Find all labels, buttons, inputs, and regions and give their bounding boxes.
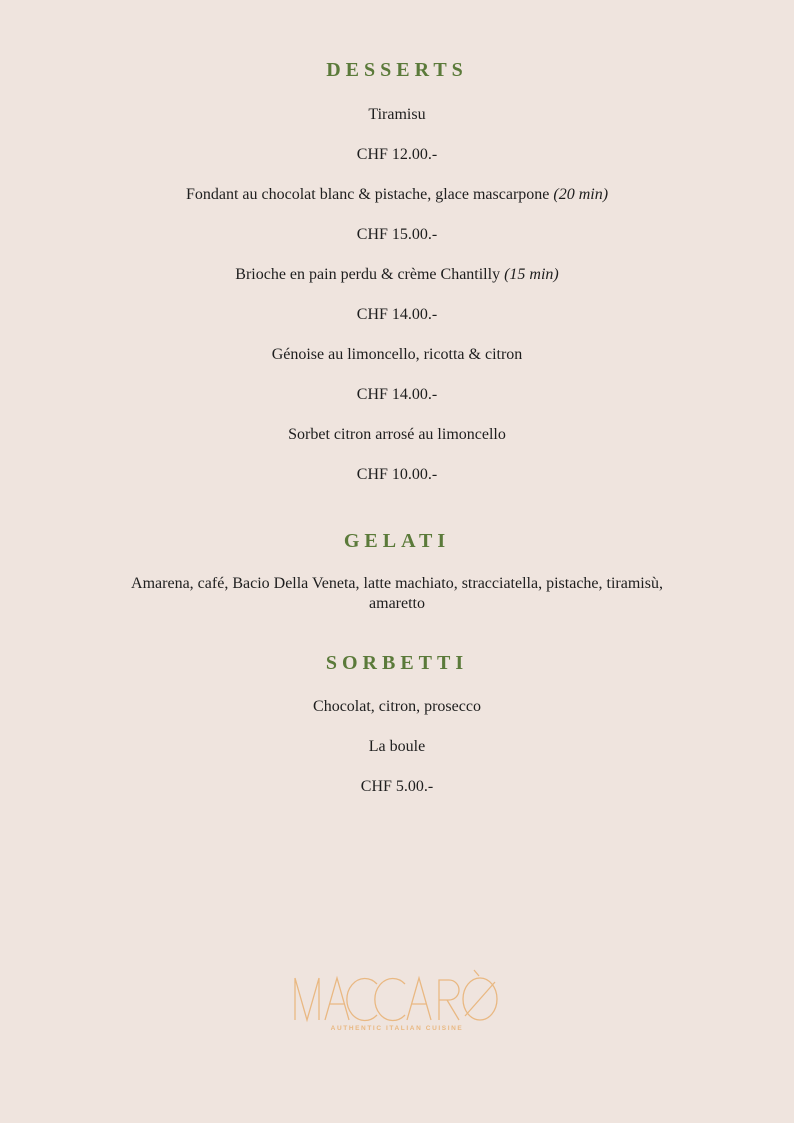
restaurant-logo [287,968,507,1038]
desserts-heading: DESSERTS [326,59,468,81]
dessert-item-price: CHF 14.00.- [356,386,438,403]
sorbetti-flavors: Chocolat, citron, prosecco [313,698,481,715]
dessert-item-name: Fondant au chocolat blanc & pistache, glace mascarpone [185,186,554,203]
logo-wordmark-icon [287,968,507,1024]
dessert-item [0,265,794,285]
dessert-item-name: Tiramisu [368,106,426,123]
dessert-item-name: Brioche en pain perdu & crème Chantilly [235,266,505,283]
dessert-item-price: CHF 14.00.- [356,306,438,323]
dessert-item [0,185,794,205]
sorbetti-price: CHF 5.00.- [360,778,434,795]
gelati-flavors: Amarena, café, Bacio Della Veneta, latte machiato, stracciatella, pistache, tiramisù, amaretto [131,575,663,612]
dessert-item-price: CHF 10.00.- [356,466,438,483]
dessert-item-note: (15 min) [504,266,559,283]
dessert-item-name: Sorbet citron arrosé au limoncello [288,426,506,443]
gelati-heading: GELATI [343,530,451,552]
dessert-item-note: (20 min) [553,186,609,203]
logo-tagline: AUTHENTIC ITALIAN CUISINE [330,1025,464,1032]
dessert-item-name: Génoise au limoncello, ricotta & citron [271,346,523,363]
sorbetti-heading: SORBETTI [325,652,469,674]
sorbetti-unit: La boule [368,738,426,755]
dessert-item-price: CHF 12.00.- [356,146,438,163]
dessert-item-price: CHF 15.00.- [356,226,438,243]
